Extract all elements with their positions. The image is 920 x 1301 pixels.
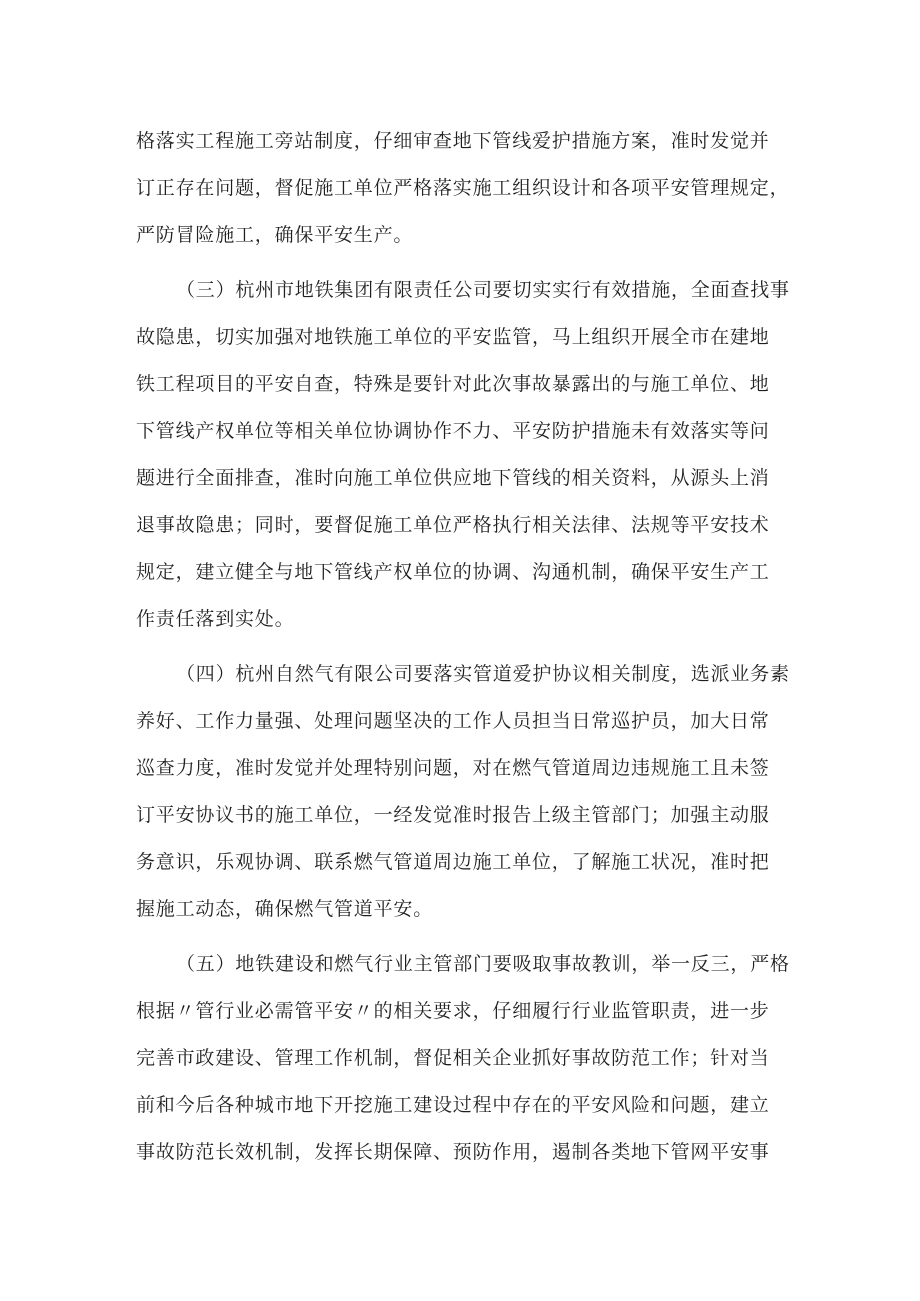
text-line: 题进行全面排查，准时向施工单位供应地下管线的相关资料，从源头上消 (136, 467, 770, 489)
text-line: 巡查力度，准时发觉并处理特别问题，对在燃气管道周边违规施工且未签 (136, 757, 770, 779)
text-line: 握施工动态，确保燃气管道平安。 (136, 898, 434, 920)
paragraph-five (136, 941, 800, 1176)
paragraph-four (136, 651, 800, 933)
text-line: 退事故隐患；同时，要督促施工单位严格执行相关法律、法规等平安技术 (136, 514, 770, 536)
text-line: 严防冒险施工，确保平安生产。 (136, 224, 414, 246)
text-line: （四）杭州自然气有限公司要落实管道爱护协议相关制度，选派业务素 (176, 663, 790, 685)
text-line: 务意识，乐观协调、联系燃气管道周边施工单位，了解施工状况，准时把 (136, 851, 770, 873)
text-line: 事故防范长效机制，发挥长期保障、预防作用，遏制各类地下管网平安事 (136, 1141, 770, 1163)
text-line: 根据〃管行业必需管平安〃的相关要求，仔细履行行业监管职责，进一步 (136, 1000, 770, 1022)
text-line: （三）杭州市地铁集团有限责任公司要切实实行有效措施，全面查找事 (176, 279, 790, 301)
text-line: 故隐患，切实加强对地铁施工单位的平安监管，马上组织开展全市在建地 (136, 326, 770, 348)
text-line: 铁工程项目的平安自查，特殊是要针对此次事故暴露出的与施工单位、地 (136, 373, 770, 395)
text-line: 订正存在问题，督促施工单位严格落实施工组织设计和各项平安管理规定， (136, 177, 790, 199)
text-line: （五）地铁建设和燃气行业主管部门要吸取事故教训，举一反三，严格 (176, 953, 790, 975)
text-line: 订平安协议书的施工单位，一经发觉准时报告上级主管部门；加强主动服 (136, 804, 770, 826)
text-line: 完善市政建设、管理工作机制，督促相关企业抓好事故防范工作；针对当 (136, 1047, 770, 1069)
document-body (136, 118, 800, 1176)
text-line: 前和今后各种城市地下开挖施工建设过程中存在的平安风险和问题，建立 (136, 1094, 770, 1116)
text-line: 格落实工程施工旁站制度，仔细审查地下管线爱护措施方案，准时发觉并 (136, 130, 770, 152)
text-line: 养好、工作力量强、处理问题坚决的工作人员担当日常巡护员，加大日常 (136, 710, 770, 732)
text-line: 下管线产权单位等相关单位协调协作不力、平安防护措施未有效落实等问 (136, 420, 770, 442)
paragraph-three (136, 267, 800, 643)
paragraph-continuation (136, 118, 800, 259)
text-line: 作责任落到实处。 (136, 608, 295, 630)
text-line: 规定，建立健全与地下管线产权单位的协调、沟通机制，确保平安生产工 (136, 561, 770, 583)
